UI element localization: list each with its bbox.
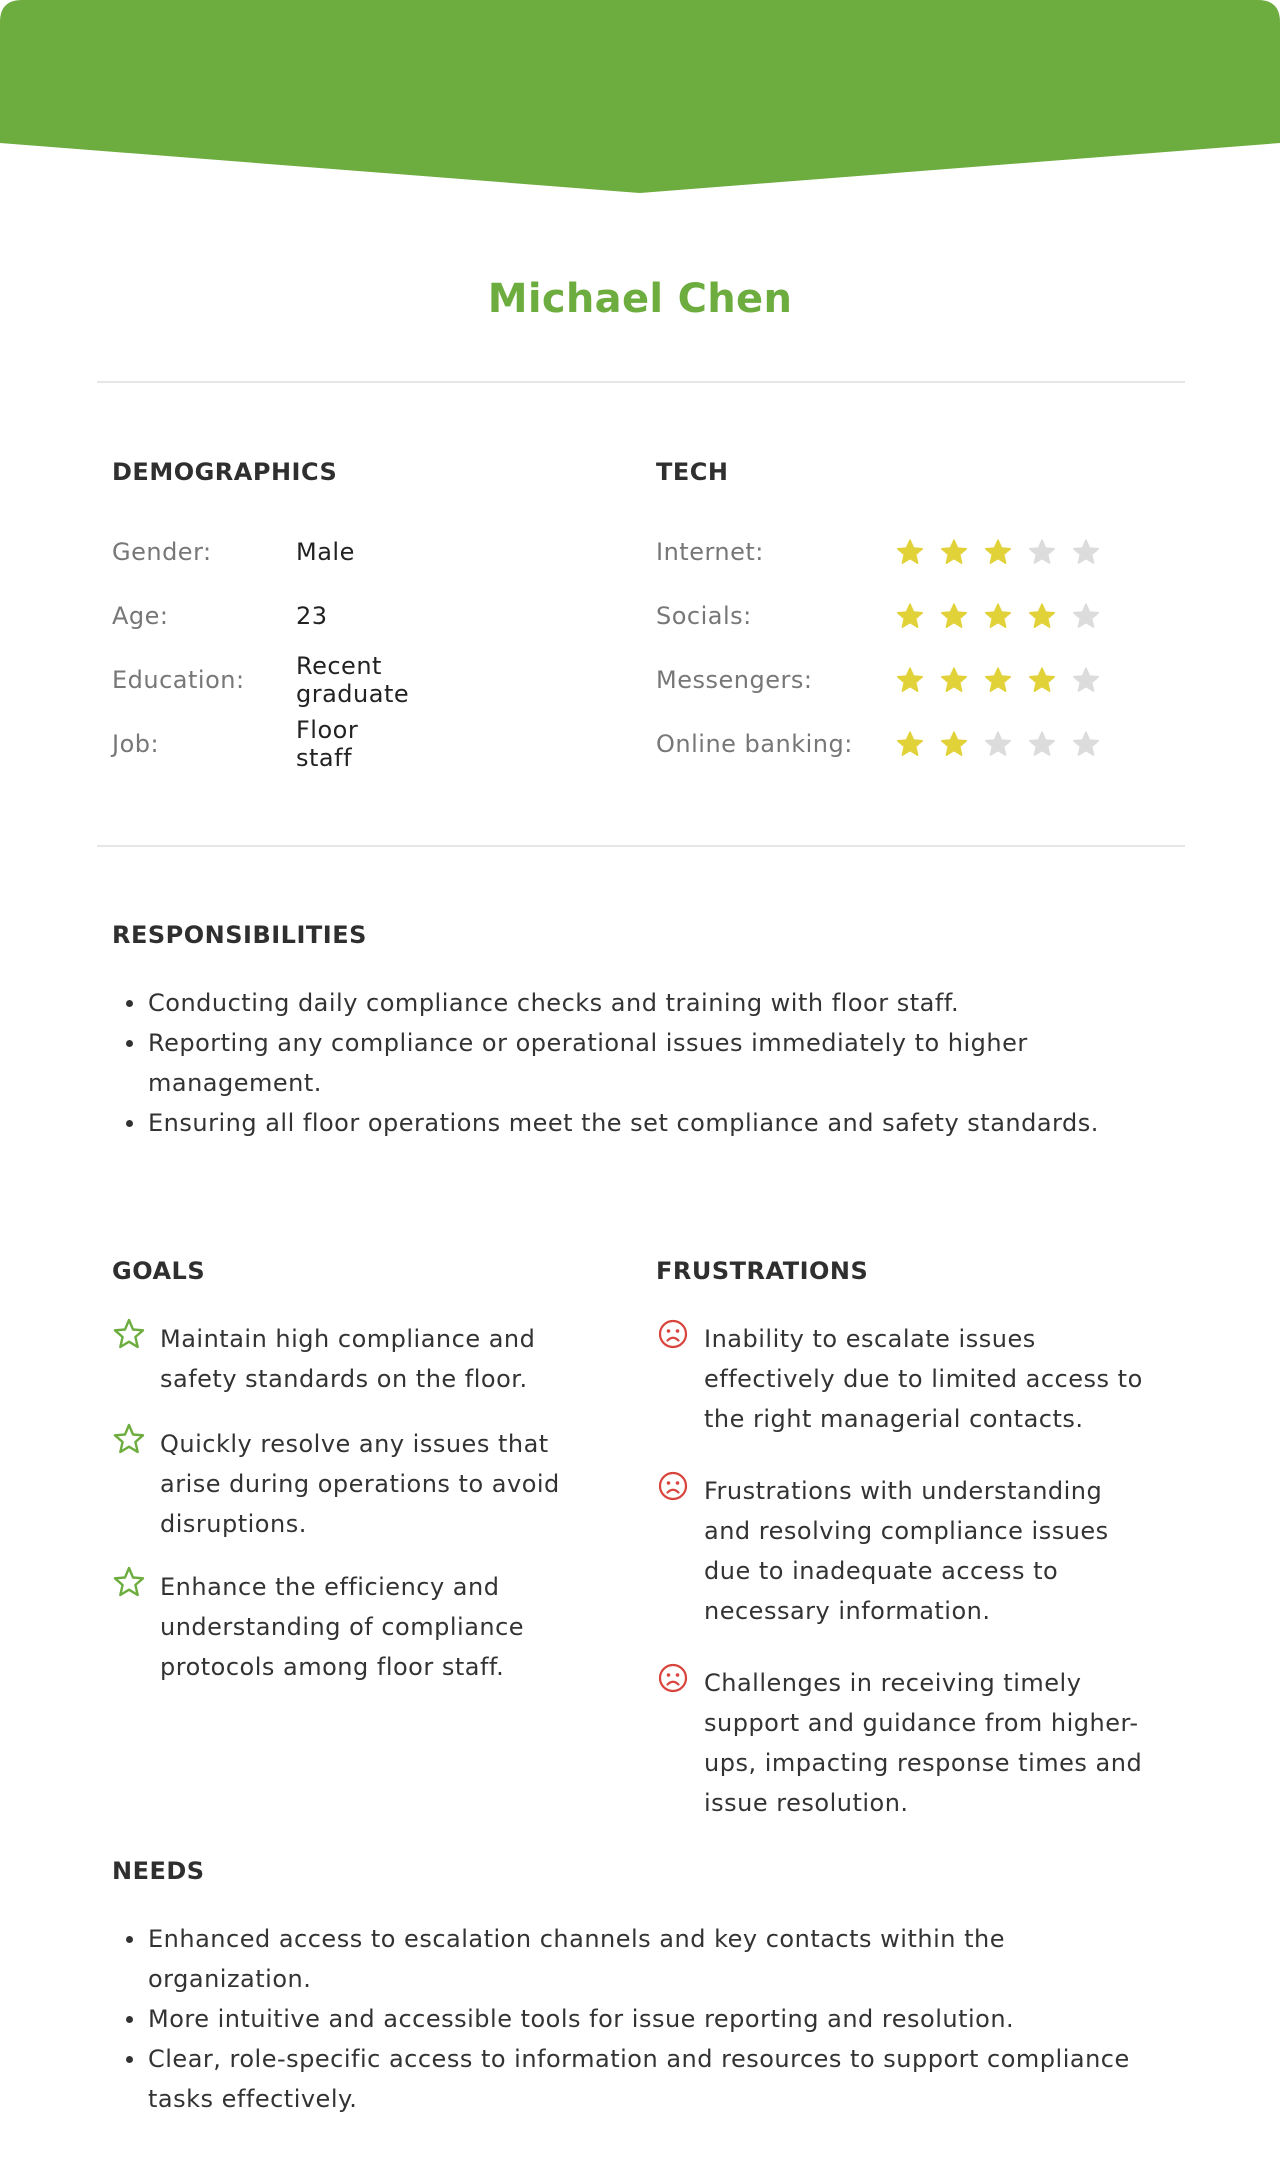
tech-row [656, 532, 764, 572]
demographics-value: 23 [296, 602, 328, 630]
star-filled-icon [896, 538, 924, 566]
demographics-title: DEMOGRAPHICS [112, 458, 338, 486]
sad-face-icon [656, 1661, 690, 1695]
goal-item [112, 1424, 572, 1544]
frustrations-title: FRUSTRATIONS [656, 1257, 869, 1285]
list-item: Ensuring all floor operations meet the set compliance and safety standards. [112, 1103, 1112, 1143]
persona-name: Michael Chen [487, 276, 793, 322]
star-filled-icon [940, 730, 968, 758]
divider [97, 845, 1185, 847]
star-empty-icon [1072, 602, 1100, 630]
tech-label: Online banking: [656, 730, 853, 758]
frustration-item [656, 1663, 1156, 1823]
list-item: Clear, role-specific access to information and resources to support compliance tasks effectively. [112, 2039, 1172, 2119]
demographics-row [112, 532, 355, 572]
star-filled-icon [984, 538, 1012, 566]
rating-stars [896, 666, 1100, 694]
list-item: Conducting daily compliance checks and training with floor staff. [112, 983, 1112, 1023]
tech-label: Socials: [656, 602, 752, 630]
goal-item [112, 1567, 572, 1687]
star-empty-icon [1072, 538, 1100, 566]
responsibilities-list [112, 983, 1112, 1143]
demographics-value: Male [296, 538, 355, 566]
star-filled-icon [940, 602, 968, 630]
star-empty-icon [1028, 538, 1056, 566]
demographics-value: Recent graduate [296, 652, 410, 708]
star-filled-icon [984, 602, 1012, 630]
tech-row [656, 660, 812, 700]
star-outline-icon [112, 1422, 146, 1456]
demographics-label: Job: [112, 730, 160, 758]
needs-list [112, 1919, 1172, 2119]
sad-face-icon [656, 1317, 690, 1351]
star-filled-icon [984, 666, 1012, 694]
star-filled-icon [896, 730, 924, 758]
tech-row [656, 596, 752, 636]
star-empty-icon [984, 730, 1012, 758]
header-banner [0, 0, 1280, 195]
star-outline-icon [112, 1565, 146, 1599]
frustration-text: Inability to escalate issues effectively due to limited access to the right managerial contacts. [704, 1325, 1143, 1433]
star-filled-icon [940, 538, 968, 566]
demographics-row [112, 652, 410, 708]
star-outline-icon [112, 1317, 146, 1351]
demographics-label: Age: [112, 602, 169, 630]
demographics-value: Floor staff [296, 716, 359, 772]
demographics-row [112, 596, 328, 636]
demographics-label: Gender: [112, 538, 212, 566]
tech-row [656, 724, 853, 764]
sad-face-icon [656, 1469, 690, 1503]
goal-item [112, 1319, 572, 1399]
goal-text: Quickly resolve any issues that arise during operations to avoid disruptions. [160, 1430, 560, 1538]
responsibilities-title: RESPONSIBILITIES [112, 921, 367, 949]
tech-title: TECH [656, 458, 729, 486]
star-empty-icon [1072, 666, 1100, 694]
star-filled-icon [1028, 666, 1056, 694]
tech-label: Messengers: [656, 666, 813, 694]
star-filled-icon [1028, 602, 1056, 630]
star-empty-icon [1028, 730, 1056, 758]
tech-label: Internet: [656, 538, 764, 566]
star-filled-icon [896, 602, 924, 630]
star-filled-icon [940, 666, 968, 694]
frustration-text: Challenges in receiving timely support and guidance from higher-ups, impacting response times and issue resolution. [704, 1669, 1143, 1817]
needs-title: NEEDS [112, 1857, 205, 1885]
goal-text: Enhance the efficiency and understanding of compliance protocols among floor staff. [160, 1573, 525, 1681]
rating-stars [896, 538, 1100, 566]
list-item: Reporting any compliance or operational issues immediately to higher management. [112, 1023, 1112, 1103]
frustration-item [656, 1319, 1156, 1439]
goal-text: Maintain high compliance and safety standards on the floor. [160, 1325, 536, 1393]
frustration-text: Frustrations with understanding and resolving compliance issues due to inadequate access to necessary information. [704, 1477, 1109, 1625]
star-empty-icon [1072, 730, 1100, 758]
goals-title: GOALS [112, 1257, 206, 1285]
rating-stars [896, 602, 1100, 630]
demographics-label: Education: [112, 666, 245, 694]
demographics-row [112, 716, 359, 772]
frustration-item [656, 1471, 1156, 1631]
rating-stars [896, 730, 1100, 758]
divider [97, 381, 1185, 383]
star-filled-icon [896, 666, 924, 694]
list-item: More intuitive and accessible tools for issue reporting and resolution. [112, 1999, 1172, 2039]
list-item: Enhanced access to escalation channels and key contacts within the organization. [112, 1919, 1172, 1999]
